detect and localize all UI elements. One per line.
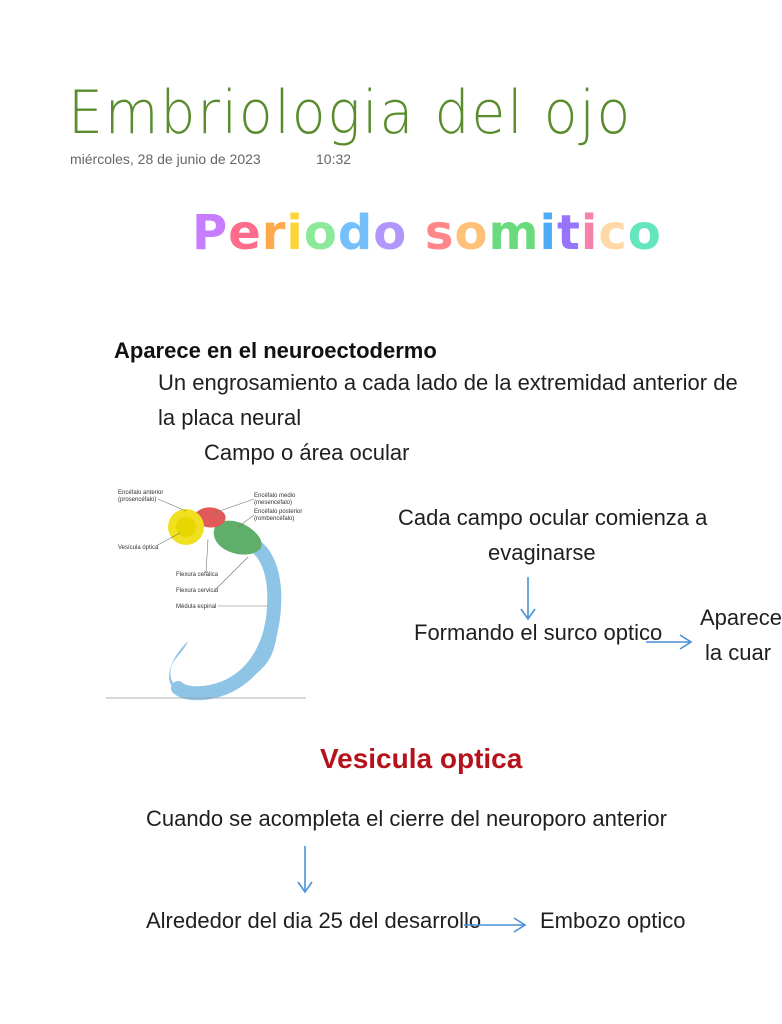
note-time: 10:32 — [316, 151, 352, 167]
label-prosencefalo: (prosencéfalo) — [118, 497, 157, 503]
label-encefalo-medio: Encéfalo medio — [254, 493, 296, 499]
arrow-right-icon — [646, 632, 694, 652]
section-heading-periodo-somitico — [192, 205, 662, 261]
subheading-neuroectodermo: Aparece en el neuroectodermo — [114, 338, 437, 363]
text-cuando-cierre: Cuando se acompleta el cierre del neuroporo anterior — [146, 806, 667, 831]
label-flexura-cefalica: Flexura cefálica — [176, 572, 219, 578]
section-heading-vesicula-optica: Vesicula optica — [320, 743, 523, 774]
text-line-engrosamiento: Un engrosamiento a cada lado de la extremidad anterior de — [158, 370, 738, 395]
embryo-figure — [106, 483, 306, 700]
arrow-down-icon — [295, 846, 315, 896]
label-medula-espinal: Médula espinal — [176, 604, 217, 610]
label-vesicula-optica: Vesícula óptica — [118, 545, 159, 551]
text-la-cuarta: la cuar — [705, 640, 772, 665]
arrow-right-icon — [464, 915, 528, 935]
text-formando-surco: Formando el surco optico — [414, 620, 663, 645]
text-alrededor-dia-25: Alrededor del dia 25 del desarrollo — [146, 908, 482, 933]
label-mesencefalo: (mesencéfalo) — [254, 500, 293, 506]
label-flexura-cervical: Flexura cervical — [176, 588, 219, 594]
label-encefalo-posterior: Encéfalo posterior — [254, 509, 303, 515]
text-aparece: Aparece — [700, 605, 782, 630]
label-rombencefalo: (rombencéfalo) — [254, 516, 295, 522]
arrow-down-icon — [518, 577, 538, 623]
note-date: miércoles, 28 de junio de 2023 — [70, 151, 261, 167]
heading-text: Periodo somitico — [192, 205, 662, 261]
text-cada-campo: Cada campo ocular comienza a — [398, 505, 708, 530]
label-encefalo-anterior: Encéfalo anterior — [118, 490, 164, 496]
text-embozo-optico: Embozo optico — [540, 908, 686, 933]
text-line-campo-ocular: Campo o área ocular — [204, 440, 410, 465]
page-title: Embriologia del ojo — [68, 78, 633, 148]
rombencefalo-shape — [214, 521, 262, 555]
text-line-placa-neural: la placa neural — [158, 405, 302, 430]
text-evaginarse: evaginarse — [488, 540, 596, 565]
